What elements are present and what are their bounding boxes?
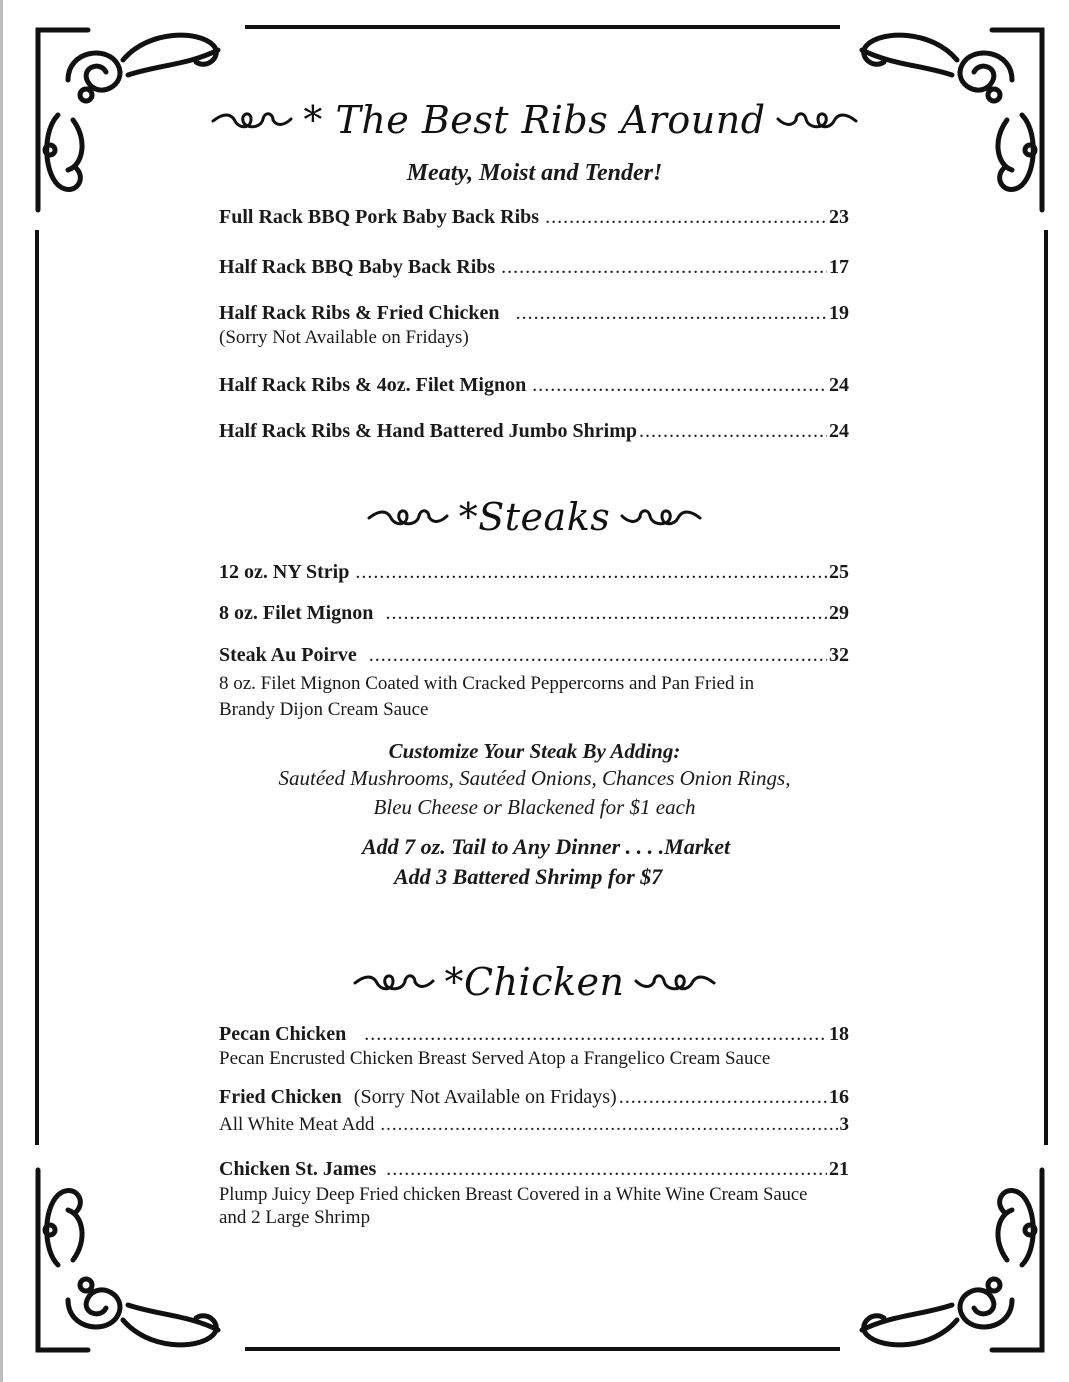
corner-flourish-bottom-right: [852, 1160, 1052, 1360]
dot-leader: [545, 206, 827, 229]
menu-item-row: [219, 1023, 849, 1046]
menu-item-price: 24: [829, 420, 849, 442]
menu-item-price: 25: [829, 561, 849, 583]
chicken-heading: *Chicken: [444, 960, 625, 1004]
addon-lobster-tail: Add 7 oz. Tail to Any Dinner . . . .Market: [362, 834, 731, 859]
menu-item-price: 24: [829, 374, 849, 396]
menu-item-row: [219, 374, 849, 397]
menu-item-price: 29: [829, 602, 849, 624]
menu-item-price: 16: [829, 1086, 849, 1108]
steaks-section-title: [0, 495, 1069, 539]
menu-item-name: Fried Chicken: [219, 1086, 342, 1108]
menu-item-name: Half Rack Ribs & Hand Battered Jumbo Shrimp: [219, 420, 638, 442]
menu-item-row: [219, 256, 849, 279]
menu-item-row: [219, 420, 849, 443]
menu-item-row: [219, 302, 849, 325]
menu-item-price: 17: [829, 256, 849, 278]
swirl-ornament-left-icon: [211, 107, 293, 133]
ribs-section-title: [0, 98, 1069, 142]
menu-item-name: Half Rack Ribs & Fried Chicken: [219, 302, 500, 324]
menu-item-description-line-2: Brandy Dijon Cream Sauce: [219, 699, 429, 720]
frame-right-line: [1044, 230, 1048, 1145]
menu-item-description: Pecan Encrusted Chicken Breast Served Atop a Frangelico Cream Sauce: [219, 1048, 771, 1069]
chicken-section-title: [0, 960, 1069, 1004]
addon-shrimp: Add 3 Battered Shrimp for $7: [394, 864, 663, 889]
menu-item-description-line-1: Plump Juicy Deep Fried chicken Breast Covered in a White Wine Cream Sauce: [219, 1185, 808, 1205]
dot-leader: [619, 1086, 827, 1109]
ribs-heading: * The Best Ribs Around: [303, 98, 766, 142]
frame-left-line: [35, 230, 39, 1145]
menu-item-price: 23: [829, 206, 849, 228]
menu-item-name: All White Meat Add: [219, 1114, 375, 1135]
dot-leader: [385, 602, 827, 625]
corner-flourish-bottom-left: [28, 1160, 228, 1360]
menu-item-name: 8 oz. Filet Mignon: [219, 602, 374, 624]
menu-item-name: Full Rack BBQ Pork Baby Back Ribs: [219, 206, 540, 228]
dot-leader: [369, 644, 827, 667]
menu-item-description-line-2: and 2 Large Shrimp: [219, 1207, 371, 1228]
dot-leader: [501, 256, 827, 279]
customize-options-line-1: Sautéed Mushrooms, Sautéed Onions, Chances Onion Rings,: [278, 766, 791, 790]
menu-item-price: 18: [829, 1023, 849, 1045]
dot-leader: [380, 1114, 837, 1136]
menu-item-name: Chicken St. James: [219, 1158, 377, 1180]
menu-item-row: [219, 1086, 849, 1109]
swirl-ornament-right-icon: [634, 969, 716, 995]
menu-item-name: Steak Au Poirve: [219, 644, 357, 666]
menu-item-price: 21: [829, 1158, 849, 1180]
customize-options-line-2: Bleu Cheese or Blackened for $1 each: [373, 795, 696, 819]
dot-leader: [386, 1158, 827, 1181]
menu-item-row: [219, 602, 849, 625]
dot-leader: [355, 561, 827, 584]
menu-item-name: Half Rack Ribs & 4oz. Filet Mignon: [219, 374, 527, 396]
dot-leader: [516, 302, 827, 325]
page-edge-rule: [0, 0, 3, 1382]
frame-bottom-line: [245, 1347, 840, 1351]
steaks-heading: *Steaks: [458, 495, 611, 539]
menu-item-description-line-1: 8 oz. Filet Mignon Coated with Cracked Peppercorns and Pan Fried in: [219, 673, 755, 694]
menu-item-description: (Sorry Not Available on Fridays): [219, 327, 469, 348]
dot-leader: [532, 374, 827, 397]
menu-item-name: Half Rack BBQ Baby Back Ribs: [219, 256, 496, 278]
menu-item-row: [219, 561, 849, 584]
customize-heading: Customize Your Steak By Adding:: [388, 739, 681, 763]
menu-item-note: (Sorry Not Available on Fridays): [353, 1086, 617, 1108]
menu-item-row: [219, 1114, 849, 1136]
frame-top-line: [245, 25, 840, 29]
swirl-ornament-right-icon: [776, 107, 858, 133]
swirl-ornament-left-icon: [367, 504, 449, 530]
ribs-subheading: Meaty, Moist and Tender!: [406, 160, 663, 186]
swirl-ornament-right-icon: [620, 504, 702, 530]
menu-item-price: 3: [839, 1114, 849, 1135]
menu-item-name: 12 oz. NY Strip: [219, 561, 350, 583]
menu-item-price: 19: [829, 302, 849, 324]
dot-leader: [639, 420, 827, 443]
menu-item-row: [219, 644, 849, 667]
menu-item-name: Pecan Chicken: [219, 1023, 347, 1045]
swirl-ornament-left-icon: [353, 969, 435, 995]
dot-leader: [364, 1023, 827, 1046]
menu-item-row: [219, 1158, 849, 1181]
menu-item-price: 32: [829, 644, 849, 666]
menu-item-row: [219, 206, 849, 229]
